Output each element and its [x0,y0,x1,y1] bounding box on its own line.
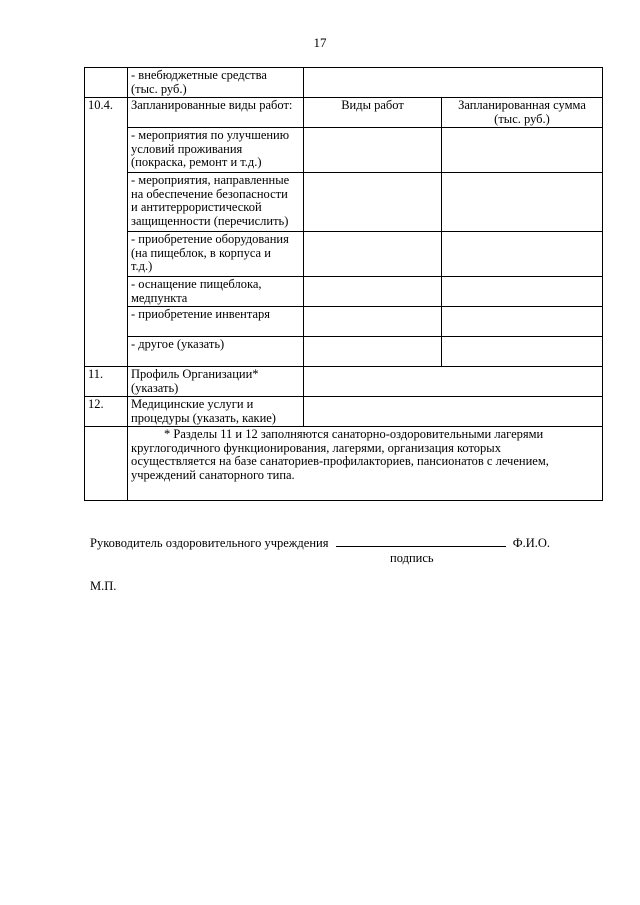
profile-label: Профиль Организации* (указать) [128,367,304,397]
row-number: 11. [85,367,128,397]
planned-sum-field[interactable] [442,337,603,367]
work-item-label: - оснащение пищеблока, медпункта [128,277,304,307]
stamp-label: М.П. [90,579,117,593]
footnote-row [85,427,603,501]
work-kinds-field[interactable] [304,337,442,367]
fio-label: Ф.И.О. [512,536,551,550]
work-item-row [85,173,603,232]
work-kinds-field[interactable] [304,232,442,277]
medical-row [85,397,603,427]
row-number-cell [85,68,128,98]
work-item-row [85,128,603,173]
work-item-row [85,337,603,367]
work-kinds-field[interactable] [304,307,442,337]
work-kinds-field[interactable] [304,277,442,307]
work-item-label: - приобретение инвентаря [128,307,304,337]
planned-sum-field[interactable] [442,232,603,277]
profile-row [85,367,603,397]
page-number: 17 [313,35,327,50]
signature-caption: подпись [390,551,434,565]
offbudget-value-field[interactable] [304,68,603,98]
work-item-label: - мероприятия по улучшению условий проживания (покраска, ремонт и т.д.) [128,128,304,173]
signature-field[interactable] [336,536,506,547]
signature-label: Руководитель оздоровительного учреждения [90,536,329,550]
work-item-label: - другое (указать) [128,337,304,367]
planned-sum-field[interactable] [442,128,603,173]
planned-sum-field[interactable] [442,173,603,232]
offbudget-row [85,68,603,98]
planned-sum-header: Запланированная сумма (тыс. руб.) [442,98,603,128]
planned-sum-field[interactable] [442,277,603,307]
work-kinds-field[interactable] [304,128,442,173]
row-number: 12. [85,397,128,427]
work-item-label: - мероприятия, направленные на обеспечение безопасности и антитеррористической защищенности (перечислить) [128,173,304,232]
profile-field[interactable] [304,367,603,397]
planned-works-label: Запланированные виды работ: [128,98,304,128]
planned-works-row [85,98,603,128]
application-form-table [84,67,603,501]
signature-row [90,536,560,551]
work-item-label: - приобретение оборудования (на пищеблок, в корпуса и т.д.) [128,232,304,277]
row-number-cell [85,427,128,501]
medical-label: Медицинские услуги и процедуры (указать, какие) [128,397,304,427]
work-item-row [85,307,603,337]
row-number: 10.4. [85,98,128,367]
work-kinds-field[interactable] [304,173,442,232]
planned-sum-field[interactable] [442,307,603,337]
footnote: * Разделы 11 и 12 заполняются санаторно-оздоровительными лагерями круглогодичного функционирования, лагерями, организация которых осуществляется на базе санаториев-профилакториев, пансионатов с лечением, учреждений санаторного типа. [128,427,603,501]
offbudget-label: - внебюджетные средства (тыс. руб.) [128,68,304,98]
work-item-row [85,232,603,277]
work-kinds-header: Виды работ [304,98,442,128]
medical-field[interactable] [304,397,603,427]
work-item-row [85,277,603,307]
